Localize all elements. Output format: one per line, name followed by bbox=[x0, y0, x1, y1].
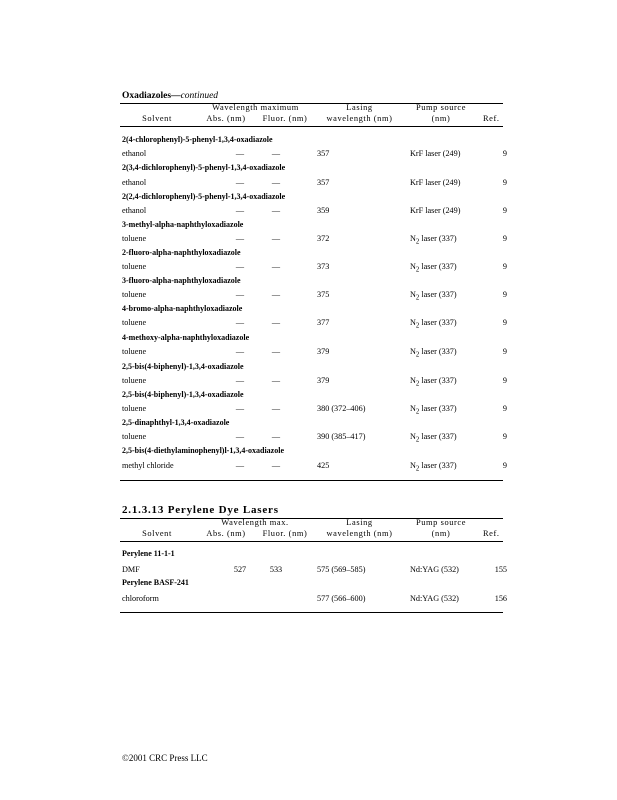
fluor-cell: — bbox=[271, 262, 281, 271]
pump-subscript: 2 bbox=[415, 238, 420, 246]
pump-text: N bbox=[410, 432, 416, 441]
table1-header-fluor: Fluor. (nm) bbox=[262, 114, 308, 123]
ref-cell: 9 bbox=[502, 404, 507, 413]
table-row bbox=[122, 318, 507, 330]
lasing-cell: 390 (385–417) bbox=[317, 432, 366, 441]
pump-subscript: 2 bbox=[415, 322, 420, 330]
fluor-cell: — bbox=[271, 149, 281, 158]
abs-cell: — bbox=[235, 461, 245, 470]
table1-bottom-rule bbox=[120, 480, 503, 481]
pump-subscript: 2 bbox=[415, 408, 420, 416]
abs-cell: — bbox=[235, 178, 245, 187]
table2-header-solvent: Solvent bbox=[142, 529, 172, 538]
table-row bbox=[122, 461, 507, 473]
table1-header-solvent: Solvent bbox=[142, 114, 172, 123]
pump-cell: Nd:YAG (532) bbox=[410, 594, 459, 603]
solvent-cell: toluene bbox=[122, 318, 147, 327]
table1-header-abs: Abs. (nm) bbox=[206, 114, 246, 123]
lasing-cell: 357 bbox=[317, 149, 330, 158]
pump-rest: laser (337) bbox=[419, 318, 457, 327]
pump-text: N bbox=[410, 290, 416, 299]
solvent-cell: DMF bbox=[122, 565, 140, 574]
solvent-cell: chloroform bbox=[122, 594, 159, 603]
pump-text: N bbox=[410, 376, 416, 385]
table1-header-lasing-1: Lasing bbox=[346, 103, 373, 112]
pump-rest: laser (337) bbox=[419, 432, 457, 441]
section-title: 2.1.3.13 Perylene Dye Lasers bbox=[122, 504, 279, 516]
pump-rest: laser (337) bbox=[419, 376, 457, 385]
solvent-cell: toluene bbox=[122, 290, 147, 299]
pump-cell bbox=[410, 461, 457, 473]
pump-cell bbox=[410, 290, 457, 302]
table-row bbox=[122, 178, 507, 190]
fluor-cell: — bbox=[271, 432, 281, 441]
ref-cell: 156 bbox=[494, 594, 507, 603]
pump-rest: laser (337) bbox=[419, 347, 457, 356]
ref-cell: 155 bbox=[494, 565, 507, 574]
table1-header-pump-1: Pump source bbox=[415, 103, 467, 112]
pump-text: N bbox=[410, 347, 416, 356]
lasing-cell: 359 bbox=[317, 206, 330, 215]
table-row bbox=[122, 376, 507, 388]
copyright-footer: ©2001 CRC Press LLC bbox=[122, 753, 208, 763]
pump-subscript: 2 bbox=[415, 380, 420, 388]
compound-label: 4-methoxy-alpha-naphthyloxadiazole bbox=[122, 333, 250, 342]
table2-bottom-rule bbox=[120, 612, 503, 613]
pump-cell bbox=[410, 404, 457, 416]
compound-label: 3-methyl-alpha-naphthyloxadiazole bbox=[122, 220, 244, 229]
compound-label: 2(4-chlorophenyl)-5-phenyl-1,3,4-oxadiazole bbox=[122, 135, 273, 144]
pump-subscript: 2 bbox=[415, 294, 420, 302]
table2-header-wavelength-group: Wavelength max. bbox=[221, 518, 289, 527]
abs-cell: — bbox=[235, 432, 245, 441]
table-title-text: Oxadiazoles— bbox=[122, 91, 181, 101]
fluor-cell: — bbox=[271, 234, 281, 243]
table2-header-abs: Abs. (nm) bbox=[206, 529, 246, 538]
pump-rest: laser (337) bbox=[419, 461, 457, 470]
abs-cell: — bbox=[235, 404, 245, 413]
compound-label: 2,5-bis(4-biphenyl)-1,3,4-oxadiazole bbox=[122, 390, 244, 399]
table-row bbox=[122, 347, 507, 359]
abs-cell: — bbox=[235, 318, 245, 327]
table2-header-ref: Ref. bbox=[483, 529, 500, 538]
table2-header-rule bbox=[120, 541, 503, 542]
pump-subscript: 2 bbox=[415, 436, 420, 444]
pump-text: N bbox=[410, 461, 416, 470]
fluor-cell: — bbox=[271, 347, 281, 356]
pump-subscript: 2 bbox=[415, 266, 420, 274]
abs-cell: — bbox=[235, 149, 245, 158]
fluor-cell: 533 bbox=[269, 565, 283, 574]
abs-cell: — bbox=[235, 262, 245, 271]
pump-text: N bbox=[410, 262, 416, 271]
table-row bbox=[122, 290, 507, 302]
ref-cell: 9 bbox=[502, 318, 507, 327]
pump-subscript: 2 bbox=[415, 351, 420, 359]
pump-cell: KrF laser (249) bbox=[410, 178, 461, 187]
solvent-cell: ethanol bbox=[122, 206, 147, 215]
lasing-cell: 425 bbox=[317, 461, 330, 470]
abs-cell: — bbox=[235, 206, 245, 215]
table2-header-pump-1: Pump source bbox=[415, 518, 467, 527]
lasing-cell: 357 bbox=[317, 178, 330, 187]
fluor-cell: — bbox=[271, 290, 281, 299]
solvent-cell: toluene bbox=[122, 262, 147, 271]
ref-cell: 9 bbox=[502, 234, 507, 243]
lasing-cell: 577 (566–600) bbox=[317, 594, 366, 603]
lasing-cell: 575 (569–585) bbox=[317, 565, 366, 574]
abs-cell: — bbox=[235, 376, 245, 385]
pump-text: N bbox=[410, 318, 416, 327]
fluor-cell: — bbox=[271, 376, 281, 385]
solvent-cell: methyl chloride bbox=[122, 461, 174, 470]
ref-cell: 9 bbox=[502, 432, 507, 441]
fluor-cell: — bbox=[271, 461, 281, 470]
pump-rest: laser (337) bbox=[419, 404, 457, 413]
pump-cell: KrF laser (249) bbox=[410, 206, 461, 215]
compound-label: 3-fluoro-alpha-naphthyloxadiazole bbox=[122, 276, 241, 285]
fluor-cell: — bbox=[271, 318, 281, 327]
pump-cell bbox=[410, 347, 457, 359]
ref-cell: 9 bbox=[502, 206, 507, 215]
table-title-continued: continued bbox=[180, 91, 219, 101]
table-row bbox=[122, 234, 507, 246]
fluor-cell: — bbox=[271, 178, 281, 187]
pump-rest: laser (337) bbox=[419, 262, 457, 271]
ref-cell: 9 bbox=[502, 262, 507, 271]
pump-cell: KrF laser (249) bbox=[410, 149, 461, 158]
compound-label: 2-fluoro-alpha-naphthyloxadiazole bbox=[122, 248, 241, 257]
fluor-cell: — bbox=[271, 206, 281, 215]
pump-cell: Nd:YAG (532) bbox=[410, 565, 459, 574]
pump-cell bbox=[410, 318, 457, 330]
table-title bbox=[122, 91, 218, 101]
table2-header-fluor: Fluor. (nm) bbox=[262, 529, 308, 538]
table-row bbox=[122, 404, 507, 416]
ref-cell: 9 bbox=[502, 376, 507, 385]
lasing-cell: 377 bbox=[317, 318, 330, 327]
compound-label: Perylene BASF-241 bbox=[122, 578, 189, 587]
solvent-cell: toluene bbox=[122, 404, 147, 413]
abs-cell: — bbox=[235, 234, 245, 243]
solvent-cell: ethanol bbox=[122, 149, 147, 158]
compound-label: 4-bromo-alpha-naphthyloxadiazole bbox=[122, 304, 243, 313]
pump-subscript: 2 bbox=[415, 465, 420, 473]
solvent-cell: toluene bbox=[122, 432, 147, 441]
fluor-cell: — bbox=[271, 404, 281, 413]
pump-cell bbox=[410, 376, 457, 388]
table-row bbox=[122, 565, 507, 577]
lasing-cell: 375 bbox=[317, 290, 330, 299]
pump-rest: laser (337) bbox=[419, 290, 457, 299]
ref-cell: 9 bbox=[502, 149, 507, 158]
solvent-cell: ethanol bbox=[122, 178, 147, 187]
lasing-cell: 373 bbox=[317, 262, 330, 271]
ref-cell: 9 bbox=[502, 461, 507, 470]
pump-cell bbox=[410, 262, 457, 274]
compound-label: 2(2,4-dichlorophenyl)-5-phenyl-1,3,4-oxadiazole bbox=[122, 192, 286, 201]
table1-header-rule bbox=[120, 126, 503, 127]
table1-header-ref: Ref. bbox=[483, 114, 500, 123]
abs-cell: 527 bbox=[233, 565, 247, 574]
abs-cell: — bbox=[235, 347, 245, 356]
solvent-cell: toluene bbox=[122, 376, 147, 385]
lasing-cell: 379 bbox=[317, 376, 330, 385]
compound-label: 2,5-dinaphthyl-1,3,4-oxadiazole bbox=[122, 418, 230, 427]
pump-cell bbox=[410, 432, 457, 444]
ref-cell: 9 bbox=[502, 290, 507, 299]
compound-label: 2,5-bis(4-biphenyl)-1,3,4-oxadiazole bbox=[122, 362, 244, 371]
table1-header-wavelength-group: Wavelength maximum bbox=[212, 103, 299, 112]
table-row bbox=[122, 594, 507, 606]
pump-rest: laser (337) bbox=[419, 234, 457, 243]
ref-cell: 9 bbox=[502, 347, 507, 356]
solvent-cell: toluene bbox=[122, 234, 147, 243]
compound-label: 2,5-bis(4-diethylaminophenyl)l-1,3,4-oxadiazole bbox=[122, 446, 285, 455]
pump-text: N bbox=[410, 234, 416, 243]
lasing-cell: 380 (372–406) bbox=[317, 404, 366, 413]
table2-header-lasing-1: Lasing bbox=[346, 518, 373, 527]
table-row bbox=[122, 206, 507, 218]
pump-text: N bbox=[410, 404, 416, 413]
table-row bbox=[122, 432, 507, 444]
table2-header-pump-2: (nm) bbox=[431, 529, 451, 538]
compound-label: 2(3,4-dichlorophenyl)-5-phenyl-1,3,4-oxadiazole bbox=[122, 163, 286, 172]
lasing-cell: 372 bbox=[317, 234, 330, 243]
table2-header-lasing-2: wavelength (nm) bbox=[326, 529, 393, 538]
table1-header-lasing-2: wavelength (nm) bbox=[326, 114, 393, 123]
compound-label: Perylene 11-1-1 bbox=[122, 549, 175, 558]
table-row bbox=[122, 262, 507, 274]
abs-cell: — bbox=[235, 290, 245, 299]
lasing-cell: 379 bbox=[317, 347, 330, 356]
table-row bbox=[122, 149, 507, 161]
ref-cell: 9 bbox=[502, 178, 507, 187]
pump-cell bbox=[410, 234, 457, 246]
table1-header-pump-2: (nm) bbox=[431, 114, 451, 123]
solvent-cell: toluene bbox=[122, 347, 147, 356]
